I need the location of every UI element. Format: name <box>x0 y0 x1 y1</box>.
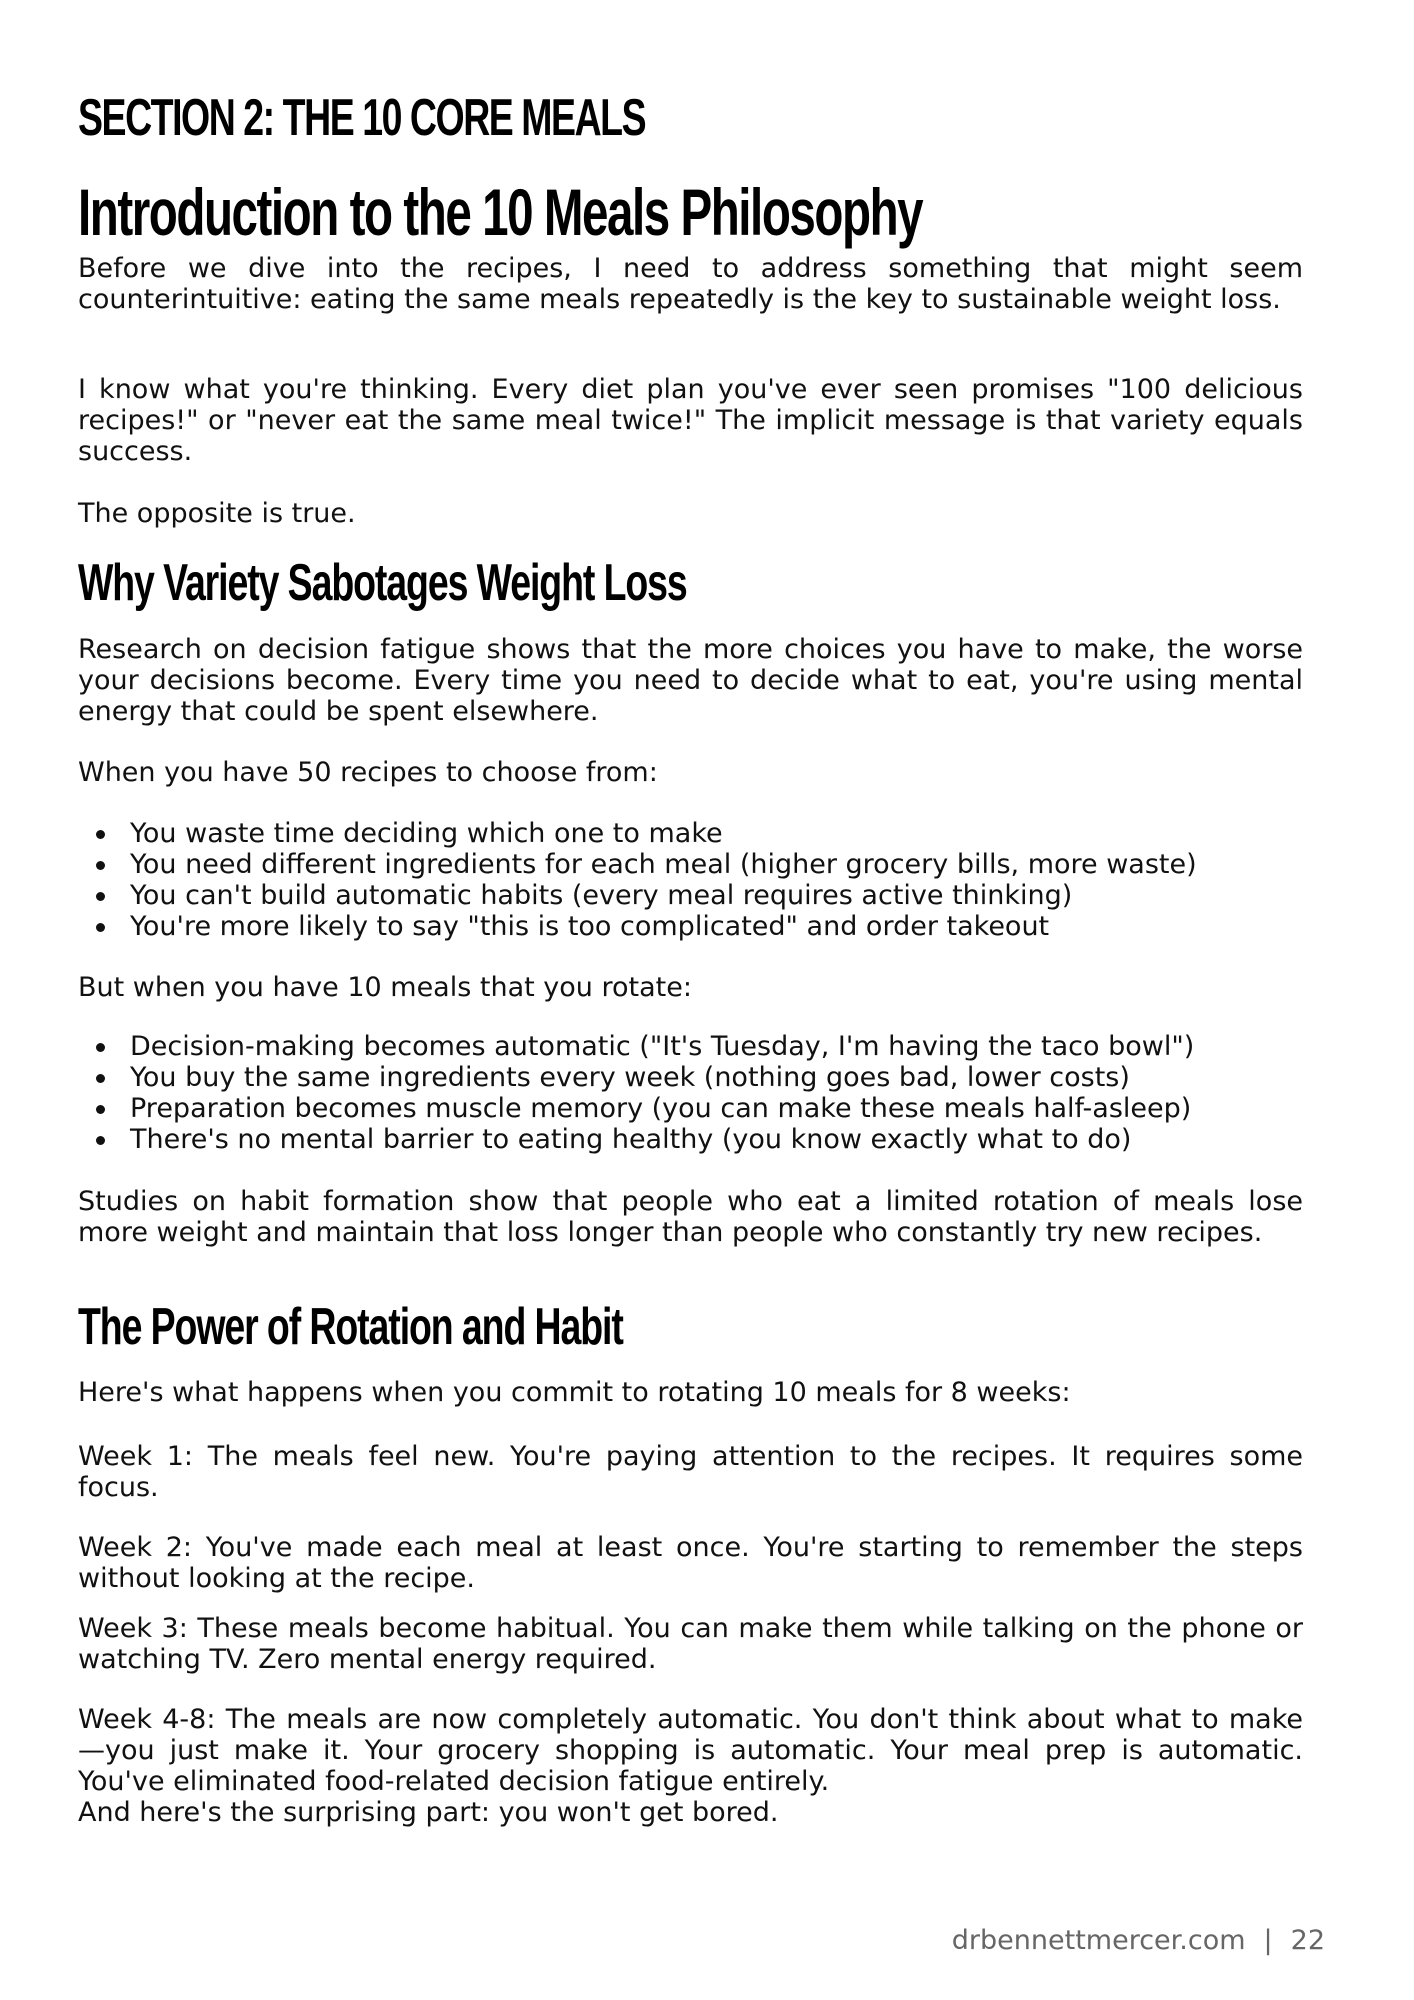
fifty-recipes-list <box>78 818 1303 942</box>
week-2-paragraph: Week 2: You've made each meal at least once. You're starting to remember the steps without looking at the recipe. <box>78 1532 1303 1594</box>
closing-line: And here's the surprising part: you won't get bored. <box>78 1797 779 1828</box>
list-item: Decision-making becomes automatic ("It's Tuesday, I'm having the taco bowl") <box>78 1031 1303 1062</box>
intro-paragraph-1: Before we dive into the recipes, I need to address something that might seem counterintuitive: eating the same meals repeatedly is the key to sustainable weight loss. <box>78 253 1303 315</box>
variety-heading: Why Variety Sabotages Weight Loss <box>78 554 687 612</box>
fifty-recipes-lead: When you have 50 recipes to choose from: <box>78 757 658 788</box>
intro-paragraph-2: I know what you're thinking. Every diet plan you've ever seen promises "100 delicious recipes!" or "never eat the same meal twice!" The implicit message is that variety equals success. <box>78 374 1303 467</box>
list-item: You waste time deciding which one to make <box>78 818 1303 849</box>
week-4-8-paragraph: Week 4-8: The meals are now completely automatic. You don't think about what to make—you just make it. Your grocery shopping is automatic. Your meal prep is automatic. You've eliminated food-related decision fatigue entirely. <box>78 1704 1303 1797</box>
intro-title: Introduction to the 10 Meals Philosophy <box>78 175 923 249</box>
variety-paragraph: Research on decision fatigue shows that the more choices you have to make, the worse your decisions become. Every time you need to decide what to eat, you're using mental energy that could be spent elsewhere. <box>78 634 1303 727</box>
intro-paragraph-3: The opposite is true. <box>78 498 356 529</box>
ten-meals-lead: But when you have 10 meals that you rotate: <box>78 972 692 1003</box>
list-item: There's no mental barrier to eating healthy (you know exactly what to do) <box>78 1124 1303 1155</box>
footer-separator: | <box>1263 1925 1273 1956</box>
ten-meals-list <box>78 1031 1303 1155</box>
week-1-paragraph: Week 1: The meals feel new. You're paying attention to the recipes. It requires some focus. <box>78 1441 1303 1503</box>
document-page <box>78 0 1303 2000</box>
studies-paragraph: Studies on habit formation show that people who eat a limited rotation of meals lose more weight and maintain that loss longer than people who constantly try new recipes. <box>78 1186 1303 1248</box>
page-number: 22 <box>1290 1925 1325 1956</box>
list-item: You can't build automatic habits (every meal requires active thinking) <box>78 880 1303 911</box>
list-item: Preparation becomes muscle memory (you can make these meals half-asleep) <box>78 1093 1303 1124</box>
rotation-intro: Here's what happens when you commit to rotating 10 meals for 8 weeks: <box>78 1377 1071 1408</box>
section-title: SECTION 2: THE 10 CORE MEALS <box>78 89 646 147</box>
list-item: You're more likely to say "this is too complicated" and order takeout <box>78 911 1303 942</box>
page-footer <box>952 1924 1325 1958</box>
list-item: You need different ingredients for each meal (higher grocery bills, more waste) <box>78 849 1303 880</box>
list-item: You buy the same ingredients every week (nothing goes bad, lower costs) <box>78 1062 1303 1093</box>
rotation-heading: The Power of Rotation and Habit <box>78 1298 623 1356</box>
footer-site: drbennettmercer.com <box>951 1925 1246 1956</box>
week-3-paragraph: Week 3: These meals become habitual. You can make them while talking on the phone or watching TV. Zero mental energy required. <box>78 1613 1303 1675</box>
